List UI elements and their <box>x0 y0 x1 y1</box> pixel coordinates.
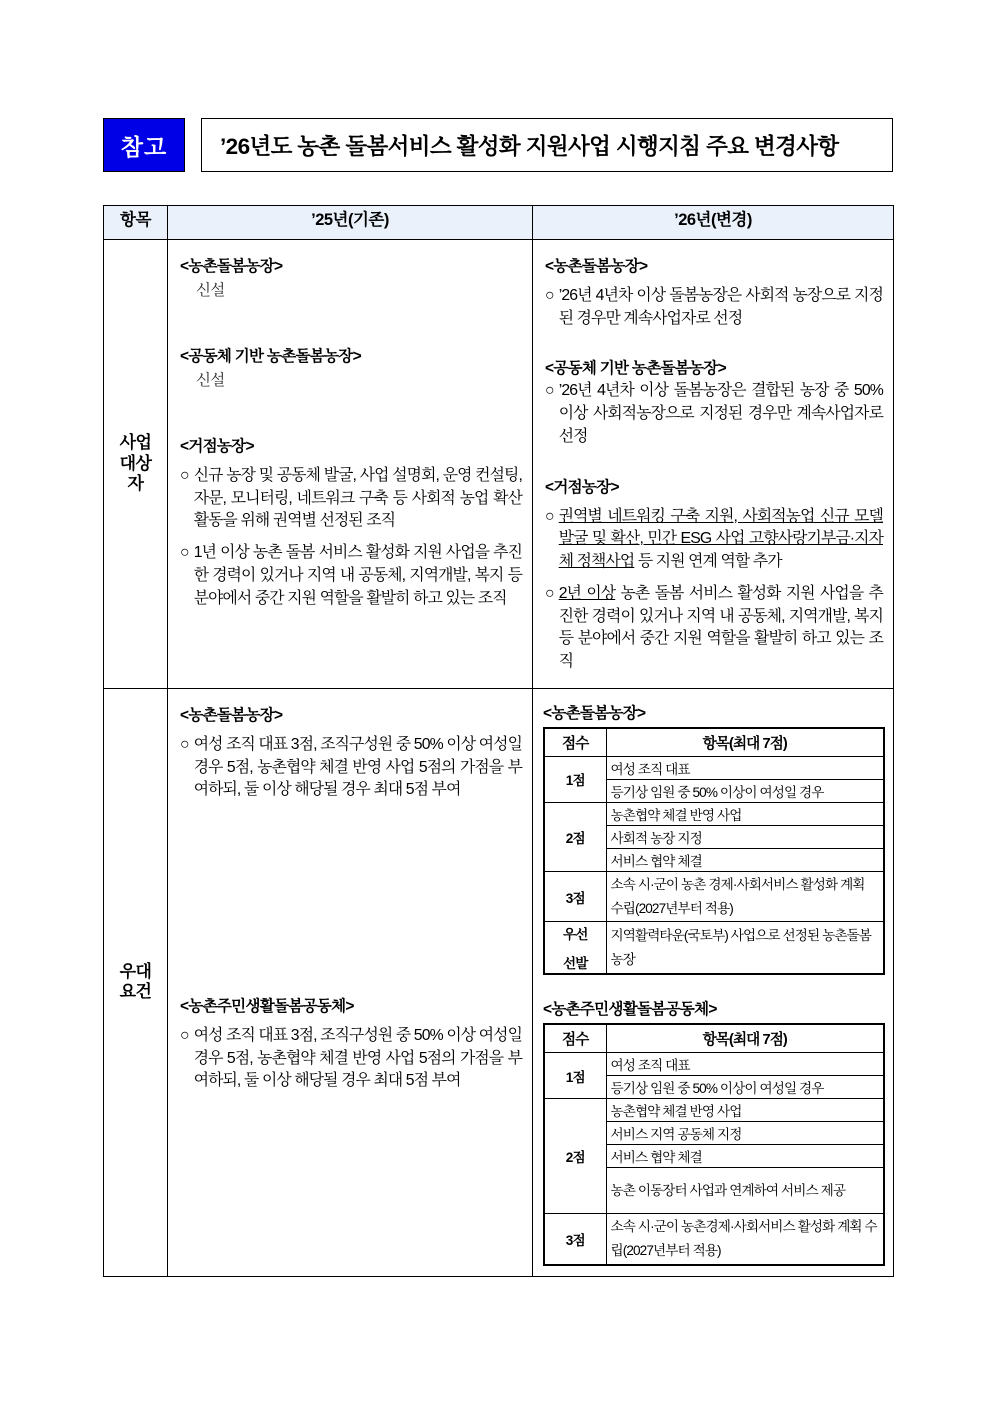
group-heading: <농촌돌봄농장> <box>545 258 648 275</box>
row-label-target <box>104 240 168 689</box>
score-item: 농촌 이동장터 사업과 연계하여 서비스 제공 <box>606 1168 884 1214</box>
score-item: 여성 조직 대표 <box>606 756 884 779</box>
score-column-header: 점수 <box>544 1024 606 1053</box>
score-value: 2점 <box>544 1099 606 1214</box>
bullet-text <box>559 583 883 674</box>
cell-old-target <box>168 240 533 689</box>
bullet-underlined-text: 권역별 네트워킹 구축 지원, 사회적농업 신규 모델 발굴 및 확산, 민간 ESG 사업 고향사랑기부금·지자체 정책사업 <box>558 507 883 571</box>
group-heading: <농촌주민생활돌봄공동체> <box>180 998 354 1016</box>
document-header <box>103 118 893 172</box>
group-heading: <농촌주민생활돌봄공동체> <box>543 1001 717 1019</box>
group-subtext: 신설 <box>196 282 225 299</box>
spacer <box>180 802 522 898</box>
score-item: 여성 조직 대표 <box>606 1053 884 1076</box>
cell-old-preference <box>168 688 533 1276</box>
score-item: 서비스 협약 체결 <box>606 1145 884 1168</box>
bullet-text: 여성 조직 대표 3점, 조직구성원 중 50% 이상 여성일 경우 5점, 농촌협약 체결 반영 사업 5점의 가점을 부여하되, 둘 이상 해당될 경우 최대 5점 부여 <box>193 735 522 799</box>
reference-badge: 참고 <box>103 118 185 172</box>
spacer <box>543 975 885 997</box>
score-table-header-row <box>544 728 884 757</box>
score-item: 서비스 협약 체결 <box>606 848 884 871</box>
score-value <box>544 922 606 975</box>
circle-bullet-icon: ○ <box>545 584 554 602</box>
circle-bullet-icon: ○ <box>180 544 189 562</box>
score-value-line: 선발 <box>563 956 588 972</box>
item-column-header: 항목(최대 7점) <box>606 1024 884 1053</box>
circle-bullet-icon: ○ <box>180 467 189 484</box>
bullet-item <box>180 734 522 802</box>
circle-bullet-icon: ○ <box>545 287 554 304</box>
score-row <box>544 1099 884 1122</box>
bullet-item <box>180 1025 522 1093</box>
score-item: 등기상 임원 중 50% 이상이 여성일 경우 <box>606 1076 884 1099</box>
spacer <box>545 449 883 475</box>
circle-bullet-icon: ○ <box>545 382 554 400</box>
page-title: ’26년도 농촌 돌봄서비스 활성화 지원사업 시행지침 주요 변경사항 <box>201 118 893 172</box>
score-value: 2점 <box>544 802 606 871</box>
row-label-preference <box>104 688 168 1276</box>
score-value: 3점 <box>544 1214 606 1265</box>
bullet-item <box>545 583 883 674</box>
score-row <box>544 802 884 825</box>
column-header-new: ’26년(변경) <box>533 206 894 240</box>
bullet-plain-text: 등 지원 연계 역할 추가 <box>634 553 782 571</box>
group-heading: <농촌돌봄농장> <box>180 706 283 724</box>
score-table-farm <box>543 727 885 976</box>
circle-bullet-icon: ○ <box>545 507 554 525</box>
score-item: 농촌협약 체결 반영 사업 <box>606 1099 884 1122</box>
score-row <box>544 1214 884 1265</box>
spacer <box>545 330 883 356</box>
cell-new-target <box>533 240 894 689</box>
row-label-line: 자 <box>127 474 144 494</box>
circle-bullet-icon: ○ <box>180 1027 189 1045</box>
bullet-item <box>545 506 883 574</box>
item-column-header: 항목(최대 7점) <box>606 728 884 757</box>
bullet-text <box>559 506 883 574</box>
bullet-item <box>545 285 883 330</box>
table-header-row <box>104 206 894 240</box>
score-item: 소속 시·군이 농촌 경제·사회서비스 활성화 계획 수립(2027년부터 적용) <box>606 871 884 922</box>
score-column-header: 점수 <box>544 728 606 757</box>
score-item: 등기상 임원 중 50% 이상이 여성일 경우 <box>606 779 884 802</box>
group-heading: <공동체 기반 농촌돌봄농장> <box>545 360 726 378</box>
spacer <box>180 390 522 434</box>
score-table-header-row <box>544 1024 884 1053</box>
score-row <box>544 871 884 922</box>
row-label-line: 우대 <box>119 961 152 981</box>
circle-bullet-icon: ○ <box>180 735 189 753</box>
score-row <box>544 756 884 779</box>
table-row <box>104 688 894 1276</box>
group-heading: <거점농장> <box>545 478 619 496</box>
column-header-old: ’25년(기존) <box>168 206 533 240</box>
spacer <box>180 898 522 994</box>
column-header-item: 항목 <box>104 206 168 240</box>
bullet-text: 여성 조직 대표 3점, 조직구성원 중 50% 이상 여성일 경우 5점, 농촌협약 체결 반영 사업 5점의 가점을 부여하되, 둘 이상 해당될 경우 최대 5점 부여 <box>193 1027 522 1090</box>
bullet-text: 신규 농장 및 공동체 발굴, 사업 설명회, 운영 컨설팅, 자문, 모니터링, 네트워크 구축 등 사회적 농업 확산 활동을 위해 권역별 선정된 조직 <box>193 467 522 530</box>
score-item: 농촌협약 체결 반영 사업 <box>606 802 884 825</box>
row-label-line: 요건 <box>119 982 152 1002</box>
bullet-text: ’26년 4년차 이상 돌봄농장은 결합된 농장 중 50% 이상 사회적농장으로 지정된 경우만 계속사업자로 선정 <box>558 382 883 445</box>
bullet-item <box>180 542 522 610</box>
group-heading: <농촌돌봄농장> <box>543 704 646 722</box>
score-table-community <box>543 1023 885 1266</box>
bullet-item <box>180 465 522 533</box>
row-label-line: 대상 <box>119 453 152 473</box>
score-value: 3점 <box>544 871 606 922</box>
spacer <box>180 300 522 344</box>
bullet-item <box>545 380 883 448</box>
group-heading: <공동체 기반 농촌돌봄농장> <box>180 348 361 365</box>
row-label-line: 사업 <box>119 432 152 452</box>
score-item: 사회적 농장 지정 <box>606 825 884 848</box>
table-row <box>104 240 894 689</box>
bullet-underlined-text: 2년 이상 <box>558 584 616 602</box>
group-subtext: 신설 <box>196 372 225 389</box>
group-heading: <거점농장> <box>180 438 254 455</box>
score-value-line: 우선 <box>563 927 588 943</box>
score-item: 서비스 지역 공동체 지정 <box>606 1122 884 1145</box>
score-value: 1점 <box>544 1053 606 1099</box>
group-heading: <농촌돌봄농장> <box>180 258 283 275</box>
bullet-text: ’26년 4년차 이상 돌봄농장은 사회적 농장으로 지정된 경우만 계속사업자로 선정 <box>558 287 883 327</box>
score-row <box>544 1053 884 1076</box>
score-row <box>544 922 884 975</box>
score-item: 지역활력타운(국토부) 사업으로 선정된 농촌돌봄농장 <box>606 922 884 975</box>
bullet-text: 1년 이상 농촌 돌봄 서비스 활성화 지원 사업을 추진한 경력이 있거나 지역 내 공동체, 지역개발, 복지 등 분야에서 중간 지원 역할을 활발히 하고 있는 조직 <box>193 544 522 607</box>
bullet-plain-text: 농촌 돌봄 서비스 활성화 지원 사업을 추진한 경력이 있거나 지역 내 공동체, 지역개발, 복지 등 분야에서 중간 지원 역할을 활발히 하고 있는 조직 <box>558 584 883 671</box>
cell-new-preference <box>533 688 894 1276</box>
comparison-table <box>103 205 894 1277</box>
score-item: 소속 시·군이 농촌경제·사회서비스 활성화 계획 수립(2027년부터 적용) <box>606 1214 884 1265</box>
score-value: 1점 <box>544 756 606 802</box>
